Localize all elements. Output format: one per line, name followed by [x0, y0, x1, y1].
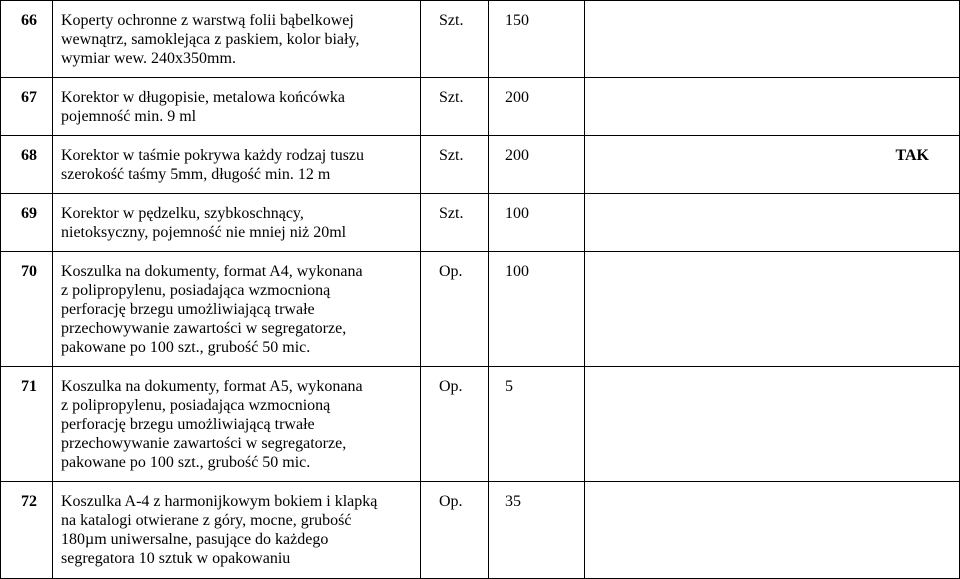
- item-number-cell: [1, 136, 53, 194]
- item-description: Koszulka A-4 z harmonijkowym bokiem i klapką na katalogi otwierane z góry, mocne, grubość 180µm uniwersalne, pasujące do każdego segregatora 10 sztuk w opakowaniu: [61, 493, 378, 567]
- item-number-cell: [1, 1, 53, 78]
- item-extra-cell: [585, 367, 960, 482]
- item-quantity: 200: [505, 147, 529, 164]
- item-number: 66: [21, 12, 37, 29]
- item-unit: Op.: [439, 263, 463, 280]
- item-unit: Op.: [439, 378, 463, 395]
- item-number-cell: [1, 367, 53, 482]
- table-row: [1, 194, 960, 252]
- item-description-cell: [53, 1, 421, 78]
- item-description: Korektor w pędzelku, szybkoschnący, nietoksyczny, pojemność nie mniej niż 20ml: [61, 205, 347, 241]
- item-unit-cell: [421, 1, 489, 78]
- table-row: [1, 482, 960, 579]
- item-quantity: 5: [505, 378, 513, 395]
- item-quantity: 200: [505, 89, 529, 106]
- item-extra: TAK: [895, 147, 929, 164]
- item-description: Koszulka na dokumenty, format A4, wykonana z polipropylenu, posiadająca wzmocnioną perforację brzegu umożliwiającą trwałe przechowywanie zawartości w segregatorze, pakowane po 100 szt., grubość 50 mic.: [61, 263, 363, 356]
- table-row: [1, 78, 960, 136]
- item-description-cell: [53, 482, 421, 579]
- item-number-cell: [1, 482, 53, 579]
- item-unit-cell: [421, 136, 489, 194]
- item-quantity-cell: [489, 78, 585, 136]
- item-extra-cell: [585, 136, 960, 194]
- item-extra-cell: [585, 194, 960, 252]
- item-number: 69: [21, 205, 37, 222]
- item-extra: [585, 1, 929, 11]
- item-description: Koperty ochronne z warstwą folii bąbelkowej wewnątrz, samoklejąca z paskiem, kolor biały, wymiar wew. 240x350mm.: [61, 12, 360, 67]
- item-description-cell: [53, 367, 421, 482]
- item-extra-cell: [585, 252, 960, 367]
- item-quantity: 35: [505, 493, 521, 510]
- item-unit: Szt.: [439, 205, 464, 222]
- item-number-cell: [1, 194, 53, 252]
- item-extra-cell: [585, 482, 960, 579]
- item-number-cell: [1, 252, 53, 367]
- item-quantity-cell: [489, 252, 585, 367]
- item-unit: Szt.: [439, 89, 464, 106]
- item-number: 72: [21, 493, 37, 510]
- item-quantity: 100: [505, 205, 529, 222]
- item-extra: [585, 367, 929, 377]
- item-quantity: 100: [505, 263, 529, 280]
- item-quantity-cell: [489, 367, 585, 482]
- item-extra-cell: [585, 78, 960, 136]
- item-unit: Szt.: [439, 147, 464, 164]
- item-description-cell: [53, 78, 421, 136]
- item-description: Koszulka na dokumenty, format A5, wykonana z polipropylenu, posiadająca wzmocnioną perforację brzegu umożliwiającą trwałe przechowywanie zawartości w segregatorze, pakowane po 100 szt., grubość 50 mic.: [61, 378, 363, 471]
- item-number: 67: [21, 89, 37, 106]
- item-extra-cell: [585, 1, 960, 78]
- item-quantity-cell: [489, 194, 585, 252]
- item-quantity-cell: [489, 482, 585, 579]
- item-number: 68: [21, 147, 37, 164]
- item-unit-cell: [421, 78, 489, 136]
- item-description: Korektor w taśmie pokrywa każdy rodzaj tuszu szerokość taśmy 5mm, długość min. 12 m: [61, 147, 365, 183]
- item-extra: [585, 78, 929, 88]
- item-description-cell: [53, 136, 421, 194]
- item-unit-cell: [421, 252, 489, 367]
- item-unit-cell: [421, 367, 489, 482]
- item-extra: [585, 252, 929, 262]
- table-row: [1, 367, 960, 482]
- item-unit: Op.: [439, 493, 463, 510]
- item-unit-cell: [421, 194, 489, 252]
- item-unit: Szt.: [439, 12, 464, 29]
- item-description: Korektor w długopisie, metalowa końcówka pojemność min. 9 ml: [61, 89, 345, 125]
- table-row: [1, 1, 960, 78]
- table-row: [1, 252, 960, 367]
- table-row: [1, 136, 960, 194]
- item-description-cell: [53, 194, 421, 252]
- item-number-cell: [1, 78, 53, 136]
- item-quantity-cell: [489, 1, 585, 78]
- item-extra: [585, 194, 929, 204]
- item-quantity: 150: [505, 12, 529, 29]
- item-extra: [585, 482, 929, 492]
- item-description-cell: [53, 252, 421, 367]
- item-unit-cell: [421, 482, 489, 579]
- item-number: 71: [21, 378, 37, 395]
- item-quantity-cell: [489, 136, 585, 194]
- item-number: 70: [21, 263, 37, 280]
